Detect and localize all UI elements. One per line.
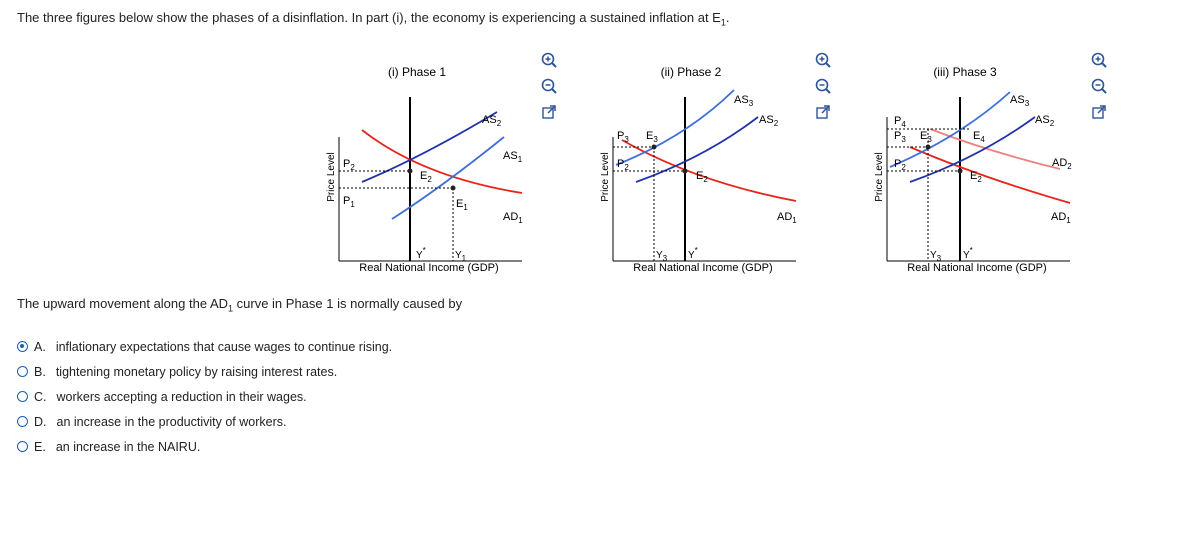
- as2-label: $AS_2$: [759, 114, 779, 128]
- e2-label: $E_2$: [970, 170, 982, 184]
- option-c[interactable]: [17, 384, 392, 409]
- figure-title: (i) Phase 1: [387, 65, 447, 79]
- expand-icon[interactable]: [814, 103, 832, 121]
- as3-curve: [616, 90, 734, 165]
- figure-3-tools: [1090, 51, 1110, 129]
- e4-label: $E_4$: [973, 130, 985, 144]
- ystar-label: Y*: [416, 246, 426, 261]
- p2-label: $P_2$: [343, 158, 355, 172]
- phase-3-graph: [870, 57, 1100, 282]
- option-text: workers accepting a reduction in their wages.: [56, 389, 307, 404]
- p3-label: $P_3$: [617, 130, 629, 144]
- option-e[interactable]: [17, 434, 392, 459]
- answer-options: [17, 334, 392, 459]
- phase-1-graph: [322, 57, 552, 282]
- e2-label: $E_2$: [696, 170, 708, 184]
- option-text: inflationary expectations that cause wages to continue rising.: [55, 339, 393, 354]
- option-letter: B.: [34, 364, 46, 379]
- e3-point: [926, 145, 931, 150]
- e2-point: [958, 169, 963, 174]
- question-text: The upward movement along the $AD_1$ curve in Phase 1 is normally caused by: [17, 296, 463, 314]
- option-letter: E.: [34, 439, 46, 454]
- x-axis-label: Real National Income (GDP): [633, 262, 773, 274]
- as2-curve: [362, 112, 497, 182]
- zoom-out-icon[interactable]: [1090, 77, 1108, 95]
- e3-point: [652, 145, 657, 150]
- option-b[interactable]: [17, 359, 392, 384]
- option-d[interactable]: [17, 409, 392, 434]
- radio-button[interactable]: [17, 391, 28, 402]
- option-letter: D.: [34, 414, 47, 429]
- x-axis-label: Real National Income (GDP): [359, 262, 499, 274]
- option-a[interactable]: [17, 334, 392, 359]
- expand-icon[interactable]: [1090, 103, 1108, 121]
- as3-label: $AS_3$: [734, 94, 754, 108]
- option-text: an increase in the NAIRU.: [55, 439, 201, 454]
- zoom-in-icon[interactable]: [540, 51, 558, 69]
- figure-phase-2: [596, 57, 886, 282]
- expand-icon[interactable]: [540, 103, 558, 121]
- e1-point: [451, 186, 456, 191]
- ad1-label: $AD_1$: [503, 211, 523, 225]
- p4-label: $P_4$: [894, 115, 906, 129]
- as2-label: $AS_2$: [482, 114, 502, 128]
- e3-label: $E_3$: [920, 130, 932, 144]
- y-axis-label: Price Level: [874, 152, 885, 202]
- figure-1-tools: [540, 51, 560, 129]
- ad2-label: $AD_2$: [1052, 157, 1072, 171]
- phase-2-graph: [596, 57, 826, 282]
- ystar-label: Y*: [688, 246, 698, 261]
- figure-phase-3: [870, 57, 1160, 282]
- ad1-label: $AD_1$: [1051, 211, 1071, 225]
- zoom-out-icon[interactable]: [540, 77, 558, 95]
- as3-label: $AS_3$: [1010, 94, 1030, 108]
- radio-button[interactable]: [17, 366, 28, 377]
- p2-label: $P_2$: [894, 158, 906, 172]
- figure-2-tools: [814, 51, 834, 129]
- as2-label: $AS_2$: [1035, 114, 1055, 128]
- option-text: tightening monetary policy by raising interest rates.: [55, 364, 338, 379]
- ad1-label: $AD_1$: [777, 211, 797, 225]
- p2-label: $P_2$: [617, 158, 629, 172]
- y3-label: $Y_3$: [656, 250, 668, 263]
- figure-title: (ii) Phase 2: [660, 65, 722, 79]
- e2-point: [408, 169, 413, 174]
- option-text: an increase in the productivity of workers.: [56, 414, 287, 429]
- radio-button[interactable]: [17, 341, 28, 352]
- zoom-in-icon[interactable]: [1090, 51, 1108, 69]
- e2-point: [683, 169, 688, 174]
- figure-phase-1: [322, 57, 612, 282]
- option-letter: C.: [34, 389, 47, 404]
- option-letter: A.: [34, 339, 46, 354]
- zoom-out-icon[interactable]: [814, 77, 832, 95]
- ad1-curve: [362, 130, 522, 193]
- y-axis-label: Price Level: [600, 152, 611, 202]
- figure-title: (iii) Phase 3: [933, 65, 997, 79]
- y1-label: $Y_1$: [455, 250, 467, 263]
- intro-text: The three figures below show the phases of a disinflation. In part (i), the economy is experiencing a sustained inflation at $E_1$.: [17, 10, 730, 28]
- x-axis-label: Real National Income (GDP): [907, 262, 1047, 274]
- radio-button[interactable]: [17, 416, 28, 427]
- p3-label: $P_3$: [894, 130, 906, 144]
- ad1-curve: [910, 147, 1070, 203]
- y3-label: $Y_3$: [930, 250, 942, 263]
- zoom-in-icon[interactable]: [814, 51, 832, 69]
- ystar-label: Y*: [963, 246, 973, 261]
- radio-button[interactable]: [17, 441, 28, 452]
- as1-label: $AS_1$: [503, 150, 523, 164]
- e1-label: $E_1$: [456, 198, 468, 212]
- p1-label: $P_1$: [343, 195, 355, 209]
- as1-curve: [392, 137, 504, 219]
- e3-label: $E_3$: [646, 130, 658, 144]
- e2-label: $E_2$: [420, 170, 432, 184]
- y-axis-label: Price Level: [326, 152, 337, 202]
